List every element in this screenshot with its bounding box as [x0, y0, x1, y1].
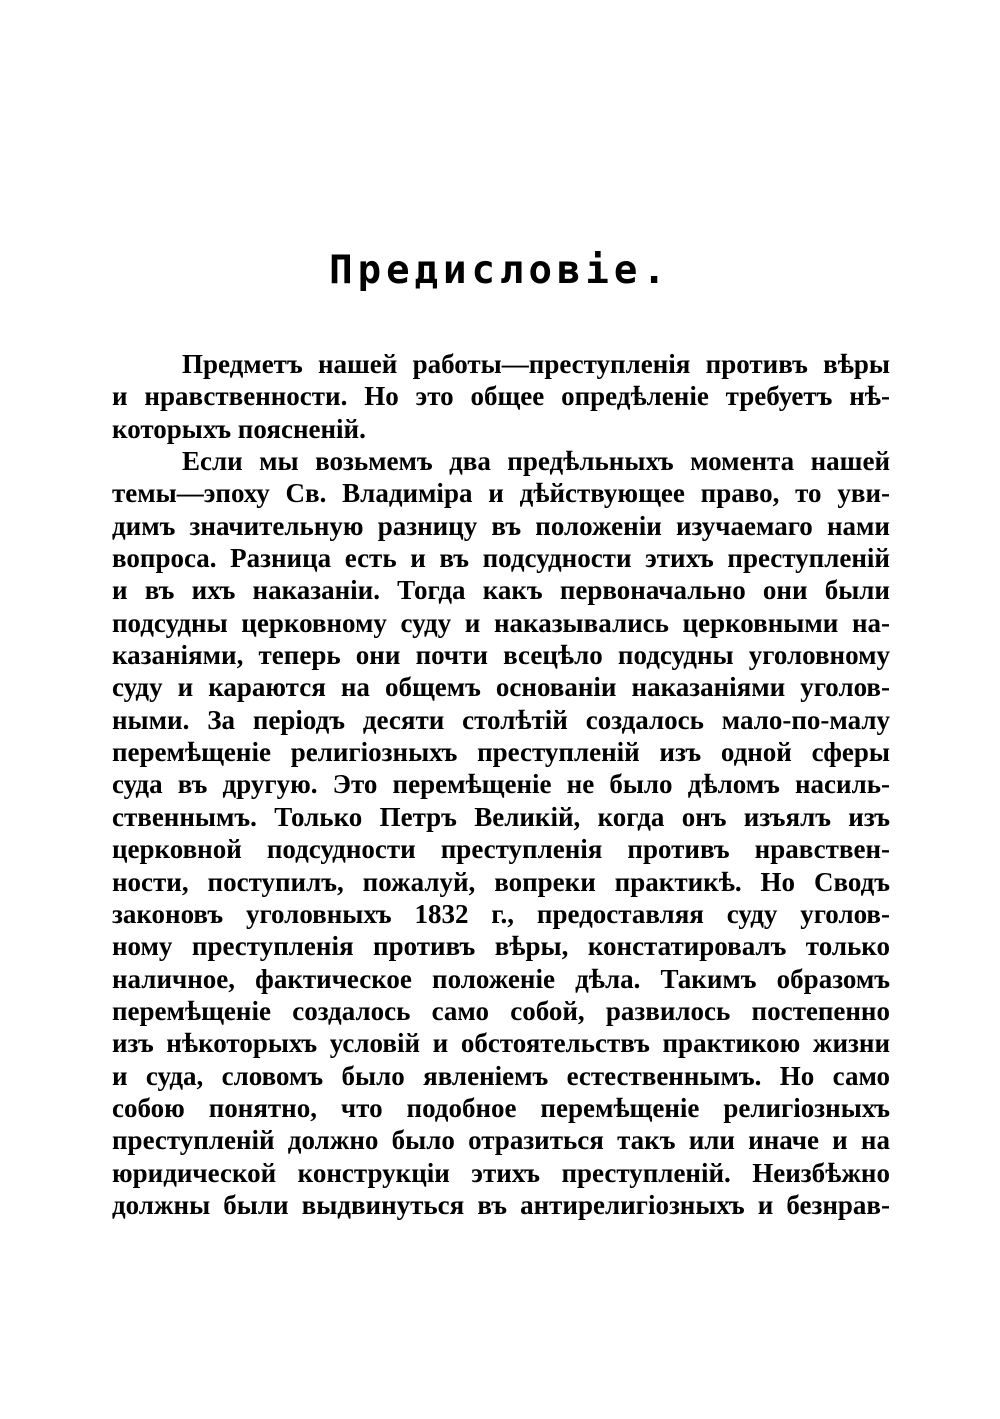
text-line: Предметъ нашей работы—преступленія противъ вѣры	[182, 349, 890, 379]
text-line: изъ нѣкоторыхъ условій и обстоятельствъ практикою жизни	[112, 1028, 890, 1059]
preface-text	[112, 348, 890, 1221]
page-title: Предисловіе.	[329, 248, 671, 293]
text-line: суду и караются на общемъ основаніи наказаніями уголов-	[112, 672, 890, 703]
text-line: преступленій должно было отразиться такъ или иначе и на	[112, 1125, 890, 1156]
text-line: ному преступленія противъ вѣры, констатировалъ только	[112, 931, 890, 962]
text-line: вопроса. Разница есть и въ подсудности этихъ преступленій	[112, 543, 890, 574]
text-line: димъ значительную разницу въ положеніи изучаемаго нами	[112, 510, 890, 541]
text-line: собою понятно, что подобное перемѣщеніе религіозныхъ	[112, 1092, 890, 1123]
text-line: должны были выдвинуться въ антирелигіозныхъ и безнрав-	[112, 1189, 890, 1220]
text-line: Если мы возьмемъ два предѣльныхъ момента нашей	[182, 446, 890, 477]
text-line: законовъ уголовныхъ 1832 г., предоставляя суду уголов-	[112, 898, 890, 929]
text-line: перемѣщеніе создалось само собой, развилось постепенно	[112, 995, 890, 1026]
text-line: темы—эпоху Св. Владиміра и дѣйствующее право, то уви-	[112, 478, 890, 509]
text-line: церковной подсудности преступленія противъ нравствен-	[112, 834, 890, 865]
text-line: наличное, фактическое положеніе дѣла. Такимъ образомъ	[112, 963, 890, 994]
text-line: и суда, словомъ было явленіемъ естественнымъ. Но само	[112, 1060, 890, 1091]
text-line: перемѣщеніе религіозныхъ преступленій изъ одной сферы	[112, 737, 890, 768]
text-line: казаніями, теперь они почти всецѣло подсудны уголовному	[112, 640, 890, 671]
text-line: ности, поступилъ, пожалуй, вопреки практикѣ. Но Сводъ	[112, 866, 890, 897]
text-line: и нравственности. Но это общее опредѣленіе требуетъ нѣ-	[112, 381, 890, 412]
text-line: юридической конструкціи этихъ преступленій. Неизбѣжно	[112, 1157, 890, 1188]
text-line: подсудны церковному суду и наказывались церковными на-	[112, 607, 890, 638]
text-line: которыхъ поясненій.	[112, 413, 366, 444]
text-line: ственнымъ. Только Петръ Великій, когда онъ изъялъ изъ	[112, 801, 890, 832]
text-line: ными. За періодъ десяти столѣтій создалось мало-по-малу	[112, 704, 890, 735]
text-line: суда въ другую. Это перемѣщеніе не было дѣломъ насиль-	[112, 769, 890, 800]
text-line: и въ ихъ наказаніи. Тогда какъ первоначально они были	[112, 575, 890, 606]
